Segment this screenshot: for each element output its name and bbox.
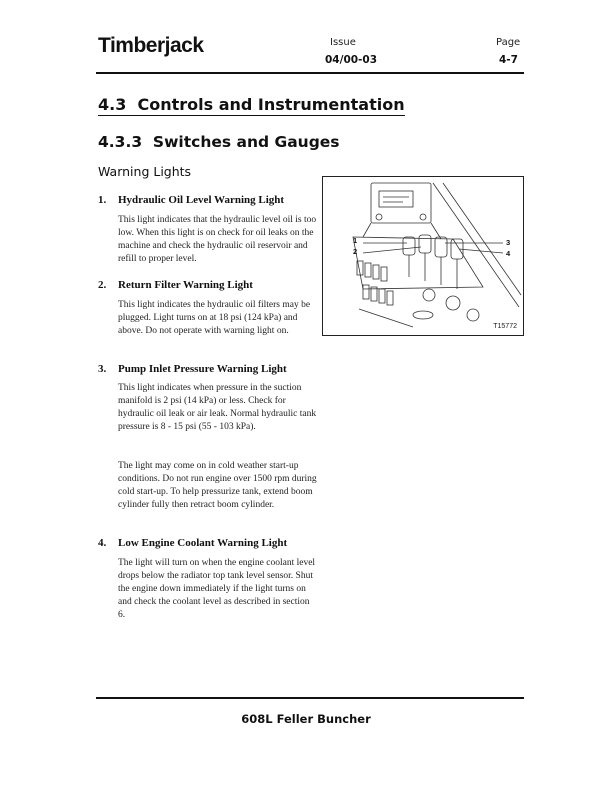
item-paragraph: This light indicates the hydraulic oil filters may be plugged. Light turns on at 18 psi (124 kPa) and above. Do not operate with warning light on. <box>118 300 311 336</box>
item-paragraph: This light indicates that the hydraulic level oil is too low. When this light is on check for oil leaks on the machine and check the hydraulic oil reservoir and refill to proper level. <box>118 215 317 264</box>
warning-lights-illustration <box>322 176 524 336</box>
group-title: Warning Lights <box>98 164 192 179</box>
item-title: 1. Hydraulic Oil Level Warning Light <box>98 194 285 206</box>
page-number: 4-7 <box>499 54 518 66</box>
item-title: 2. Return Filter Warning Light <box>98 279 253 291</box>
item-paragraph: The light will turn on when the engine coolant level drops below the radiator top tank level sensor. Shut the engine down immediately if the light turns on and check the coolant level as described in section 6. <box>118 558 316 620</box>
subsection-title: 4.3.3 Switches and Gauges <box>98 133 340 151</box>
item-paragraph: This light indicates when pressure in the suction manifold is 2 psi (14 kPa) or less. Check for hydraulic oil leak or air leak. Normal hydraulic tank pressure is 8 - 15 psi (55 - 103 kPa). <box>118 383 317 432</box>
item-title: 3. Pump Inlet Pressure Warning Light <box>98 363 287 375</box>
item-title: 4. Low Engine Coolant Warning Light <box>98 537 288 549</box>
footer-rule <box>96 697 524 699</box>
item-paragraph: The light may come on in cold weather start-up conditions. Do not run engine over 1500 rpm during cold start-up. To help pressurize tank, extend boom cylinder fully then retract boom cylinder. <box>118 461 317 510</box>
header-rule <box>96 72 524 74</box>
section-title: 4.3 Controls and Instrumentation <box>98 95 405 114</box>
callout-2: 2 <box>353 247 358 256</box>
footer-title: 608L Feller Buncher <box>241 712 371 726</box>
callout-1: 1 <box>353 236 358 245</box>
brand-logo: Timberjack <box>98 34 204 57</box>
callout-3: 3 <box>506 238 511 247</box>
illustration-drawing <box>323 177 523 335</box>
figure-code: T15772 <box>493 323 517 330</box>
issue-value: 04/00-03 <box>325 54 378 66</box>
page-label: Page <box>496 37 521 48</box>
callout-4: 4 <box>506 249 511 258</box>
issue-label: Issue <box>330 37 356 48</box>
